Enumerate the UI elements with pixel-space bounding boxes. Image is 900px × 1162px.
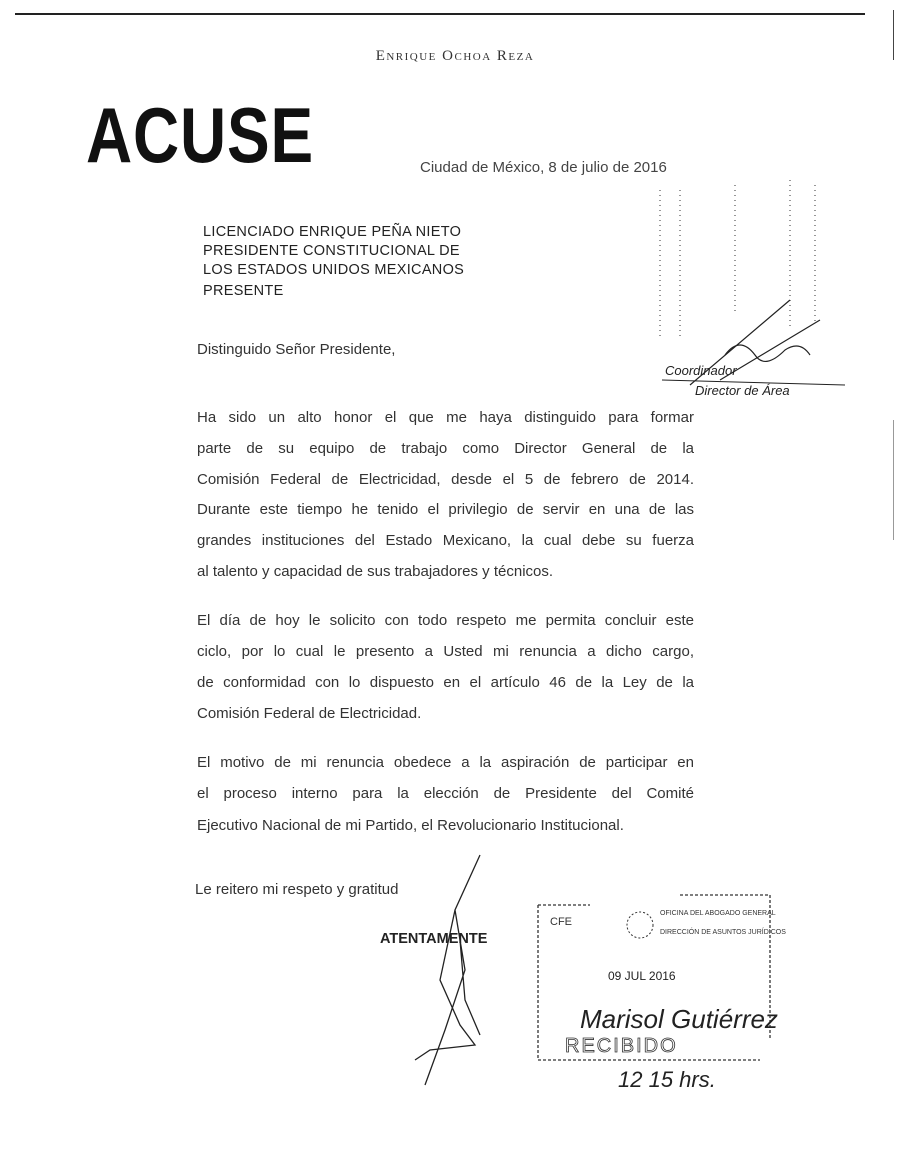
recipient-line: LICENCIADO ENRIQUE PEÑA NIETO [203,224,462,240]
stamp-header: OFICINA DEL ABOGADO GENERAL [660,910,776,917]
salutation: Distinguido Señor Presidente, [197,341,396,358]
body-line: Comisión Federal de Electricidad. [197,705,422,722]
letter-date: Ciudad de México, 8 de julio de 2016 [420,159,667,176]
scan-edge [893,420,894,540]
closing-line: Le reitero mi respeto y gratitud [195,881,399,898]
body-line: Ha sido un alto honor el que me haya distinguido para formar [197,409,694,426]
top-rule [15,13,865,15]
body-line: Ejecutivo Nacional de mi Partido, el Revolucionario Institucional. [197,817,624,834]
recipient-line: PRESIDENTE CONSTITUCIONAL DE [203,243,460,259]
recipient-line: PRESENTE [203,283,284,299]
body-line: el proceso interno para la elección de Presidente del Comité [197,785,694,802]
receipt-handwriting: Director de Área [695,383,790,398]
body-line: parte de su equipo de trabajo como Director General de la [197,440,694,457]
stamp-receiver-name: Marisol Gutiérrez [580,1004,778,1034]
author-signature [405,850,525,1090]
stamp-sub: DIRECCIÓN DE ASUNTOS JURÍDICOS [660,929,786,936]
letterhead: Enrique Ochoa Reza [375,48,535,64]
stamp-time: 12 15 hrs. [618,1067,716,1090]
reception-stamp [530,880,850,1090]
body-line: al talento y capacidad de sus trabajadores y técnicos. [197,563,554,580]
body-line: ciclo, por lo cual le presento a Usted mi renuncia a dicho cargo, [197,643,694,660]
stamp-date: 09 JUL 2016 [608,969,676,983]
signature-stroke [725,345,810,361]
body-line: Durante este tiempo he tenido el privilegio de servir en una de las [197,501,694,518]
acuse-stamp: ACUSE [86,91,314,179]
receipt-handwriting: Coordinador [665,363,737,378]
recipient-line: LOS ESTADOS UNIDOS MEXICANOS [203,262,465,278]
stamp-status: RECIBIDO [565,1035,678,1057]
body-line: El motivo de mi renuncia obedece a la aspiración de participar en [197,754,694,771]
stamp-org: CFE [550,916,572,928]
body-line: El día de hoy le solicito con todo respeto me permita concluir este [197,612,694,629]
body-line: Comisión Federal de Electricidad, desde el 5 de febrero de 2014. [197,471,694,488]
sign-off: ATENTAMENTE [380,931,488,947]
receipt-mark-top [640,170,850,420]
body-line: de conformidad con lo dispuesto en el artículo 46 de la Ley de la [197,674,694,691]
seal-icon [627,912,653,938]
body-line: grandes instituciones del Estado Mexicano, la cual debe su fuerza [197,532,694,549]
